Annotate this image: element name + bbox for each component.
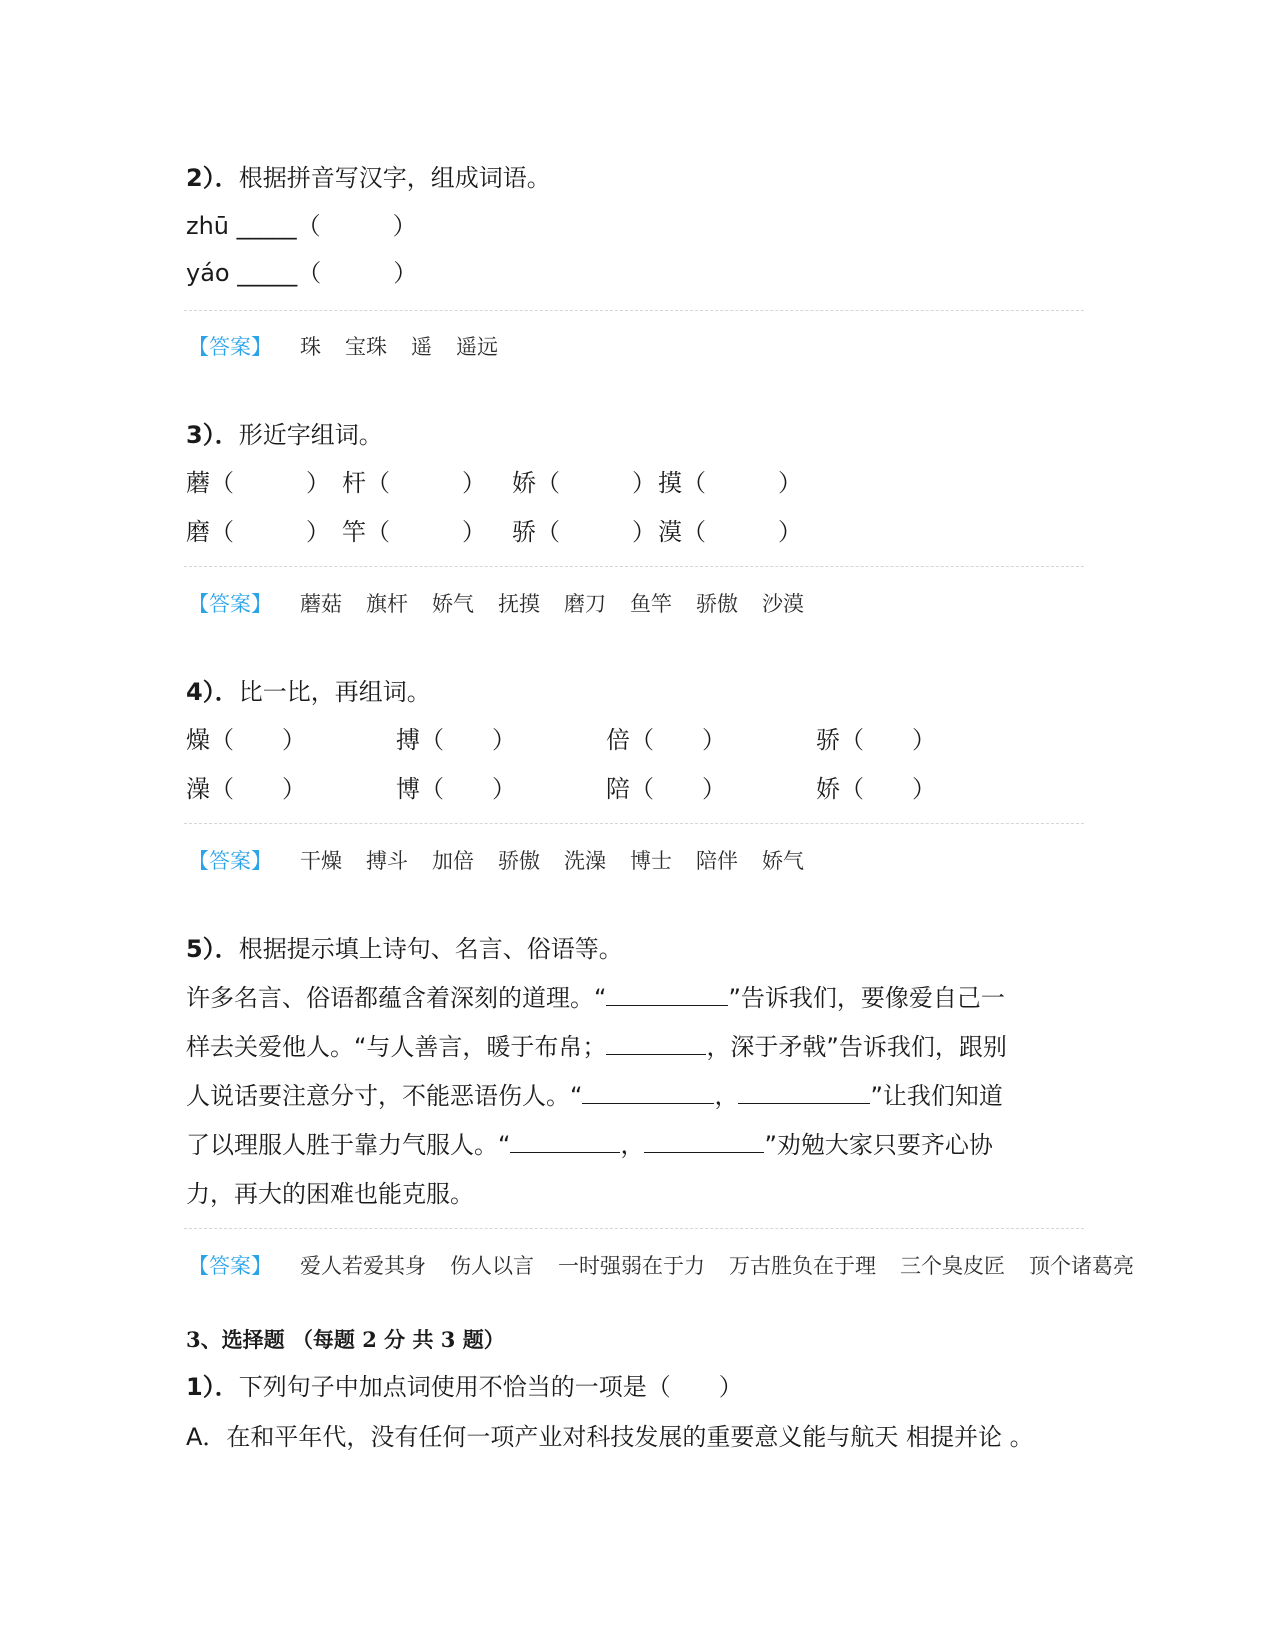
answer-item: 磨刀	[564, 592, 606, 616]
q3-number: 3）．	[186, 421, 239, 449]
answer-item: 鱼竿	[630, 592, 672, 616]
answer-item: 骄傲	[696, 592, 738, 616]
q4-cell: 娇（ ）	[816, 775, 936, 803]
q5-line-2	[186, 1032, 1007, 1062]
q5-line-4	[186, 1130, 993, 1160]
q3-cell: 娇（ ）	[512, 469, 656, 497]
text-run: 许多名言、俗语都蕴含着深刻的道理。“	[186, 984, 607, 1012]
answer-item: 陪伴	[696, 849, 738, 873]
answer-tag: 【答案】	[188, 1254, 272, 1278]
answer-item: 珠	[300, 335, 321, 359]
q4-cell: 燥（ ）	[186, 726, 306, 754]
q3-cell: 骄（ ）	[512, 518, 656, 546]
text-run: 样去关爱他人。“与人善言，暖于布帛；	[186, 1033, 607, 1061]
text-run: ，	[714, 1082, 739, 1110]
divider	[184, 566, 1084, 567]
q3-cell: 竿（ ）	[342, 518, 486, 546]
answer-item: 爱人若爱其身	[300, 1254, 426, 1278]
q3-title: 形近字组词。	[238, 421, 383, 449]
q2-row-1: zhū _____（ ）	[186, 212, 417, 240]
answer-tag: 【答案】	[188, 335, 272, 359]
answer-item: 搏斗	[366, 849, 408, 873]
section-3-title: 3、选择题 （每题 2 分 共 3 题）	[186, 1327, 505, 1352]
q4-cell: 搏（ ）	[396, 726, 516, 754]
q5-answer	[188, 1252, 1158, 1280]
q5-heading	[186, 934, 623, 964]
q3-cell: 磨（ ）	[186, 518, 330, 546]
answer-item: 博士	[630, 849, 672, 873]
q5-title: 根据提示填上诗句、名言、俗语等。	[238, 935, 623, 963]
q3-cell: 摸（ ）	[658, 469, 802, 497]
q4-cell: 澡（ ）	[186, 775, 306, 803]
q4-answer	[188, 847, 828, 875]
answer-tag: 【答案】	[188, 849, 272, 873]
q4-title: 比一比，再组词。	[238, 678, 431, 706]
q4-cell: 陪（ ）	[606, 775, 726, 803]
q3-cell: 蘑（ ）	[186, 469, 330, 497]
s3-q1-heading	[186, 1372, 743, 1402]
answer-item: 遥远	[456, 335, 498, 359]
s3-q1-number: 1）．	[186, 1373, 239, 1401]
q2-row-2: yáo _____（ ）	[186, 259, 418, 287]
fill-blank[interactable]	[606, 1032, 706, 1055]
q3-cell: 漠（ ）	[658, 518, 802, 546]
q3-cell: 杆（ ）	[342, 469, 486, 497]
answer-item: 顶个诸葛亮	[1029, 1254, 1134, 1278]
answer-item: 三个臭皮匠	[900, 1254, 1005, 1278]
q2-number: 2）．	[186, 164, 239, 192]
q5-line-1	[186, 983, 1005, 1013]
divider	[184, 310, 1084, 311]
answer-item: 蘑菇	[300, 592, 342, 616]
fill-blank[interactable]	[606, 983, 728, 1006]
q5-number: 5）．	[186, 935, 239, 963]
q2-heading	[186, 163, 551, 193]
q4-heading	[186, 677, 431, 707]
answer-item: 遥	[411, 335, 432, 359]
s3-q1-option-a: A．在和平年代，没有任何一项产业对科技发展的重要意义能与航天 相提并论 。	[186, 1423, 1034, 1451]
q5-line-5: 力，再大的困难也能克服。	[186, 1180, 474, 1208]
text-run: ，深于矛戟”告诉我们，跟别	[706, 1033, 1007, 1061]
text-run: 了以理服人胜于靠力气服人。“	[186, 1131, 511, 1159]
answer-item: 干燥	[300, 849, 342, 873]
q4-cell: 博（ ）	[396, 775, 516, 803]
text-run: 人说话要注意分寸，不能恶语伤人。“	[186, 1082, 583, 1110]
q4-number: 4）．	[186, 678, 239, 706]
fill-blank[interactable]	[738, 1081, 870, 1104]
answer-item: 旗杆	[366, 592, 408, 616]
answer-item: 抚摸	[498, 592, 540, 616]
answer-tag: 【答案】	[188, 592, 272, 616]
q3-heading	[186, 420, 383, 450]
answer-item: 骄傲	[498, 849, 540, 873]
answer-item: 万古胜负在于理	[729, 1254, 876, 1278]
answer-item: 宝珠	[345, 335, 387, 359]
answer-item: 沙漠	[762, 592, 804, 616]
text-run: ，	[620, 1131, 645, 1159]
fill-blank[interactable]	[510, 1130, 620, 1153]
text-run: ”劝勉大家只要齐心协	[764, 1131, 993, 1159]
q2-answer	[188, 333, 522, 361]
divider	[184, 1228, 1084, 1229]
fill-blank[interactable]	[582, 1081, 714, 1104]
fill-blank[interactable]	[644, 1130, 764, 1153]
divider	[184, 823, 1084, 824]
answer-item: 娇气	[432, 592, 474, 616]
q5-line-3	[186, 1081, 1003, 1111]
answer-item: 洗澡	[564, 849, 606, 873]
q4-cell: 倍（ ）	[606, 726, 726, 754]
q2-title: 根据拼音写汉字，组成词语。	[238, 164, 551, 192]
answer-item: 娇气	[762, 849, 804, 873]
answer-item: 伤人以言	[450, 1254, 534, 1278]
q4-cell: 骄（ ）	[816, 726, 936, 754]
s3-q1-title: 下列句子中加点词使用不恰当的一项是（ ）	[238, 1373, 743, 1401]
text-run: ”告诉我们，要像爱自己一	[728, 984, 1005, 1012]
answer-item: 一时强弱在于力	[558, 1254, 705, 1278]
q3-answer	[188, 590, 828, 618]
text-run: ”让我们知道	[870, 1082, 1003, 1110]
answer-item: 加倍	[432, 849, 474, 873]
